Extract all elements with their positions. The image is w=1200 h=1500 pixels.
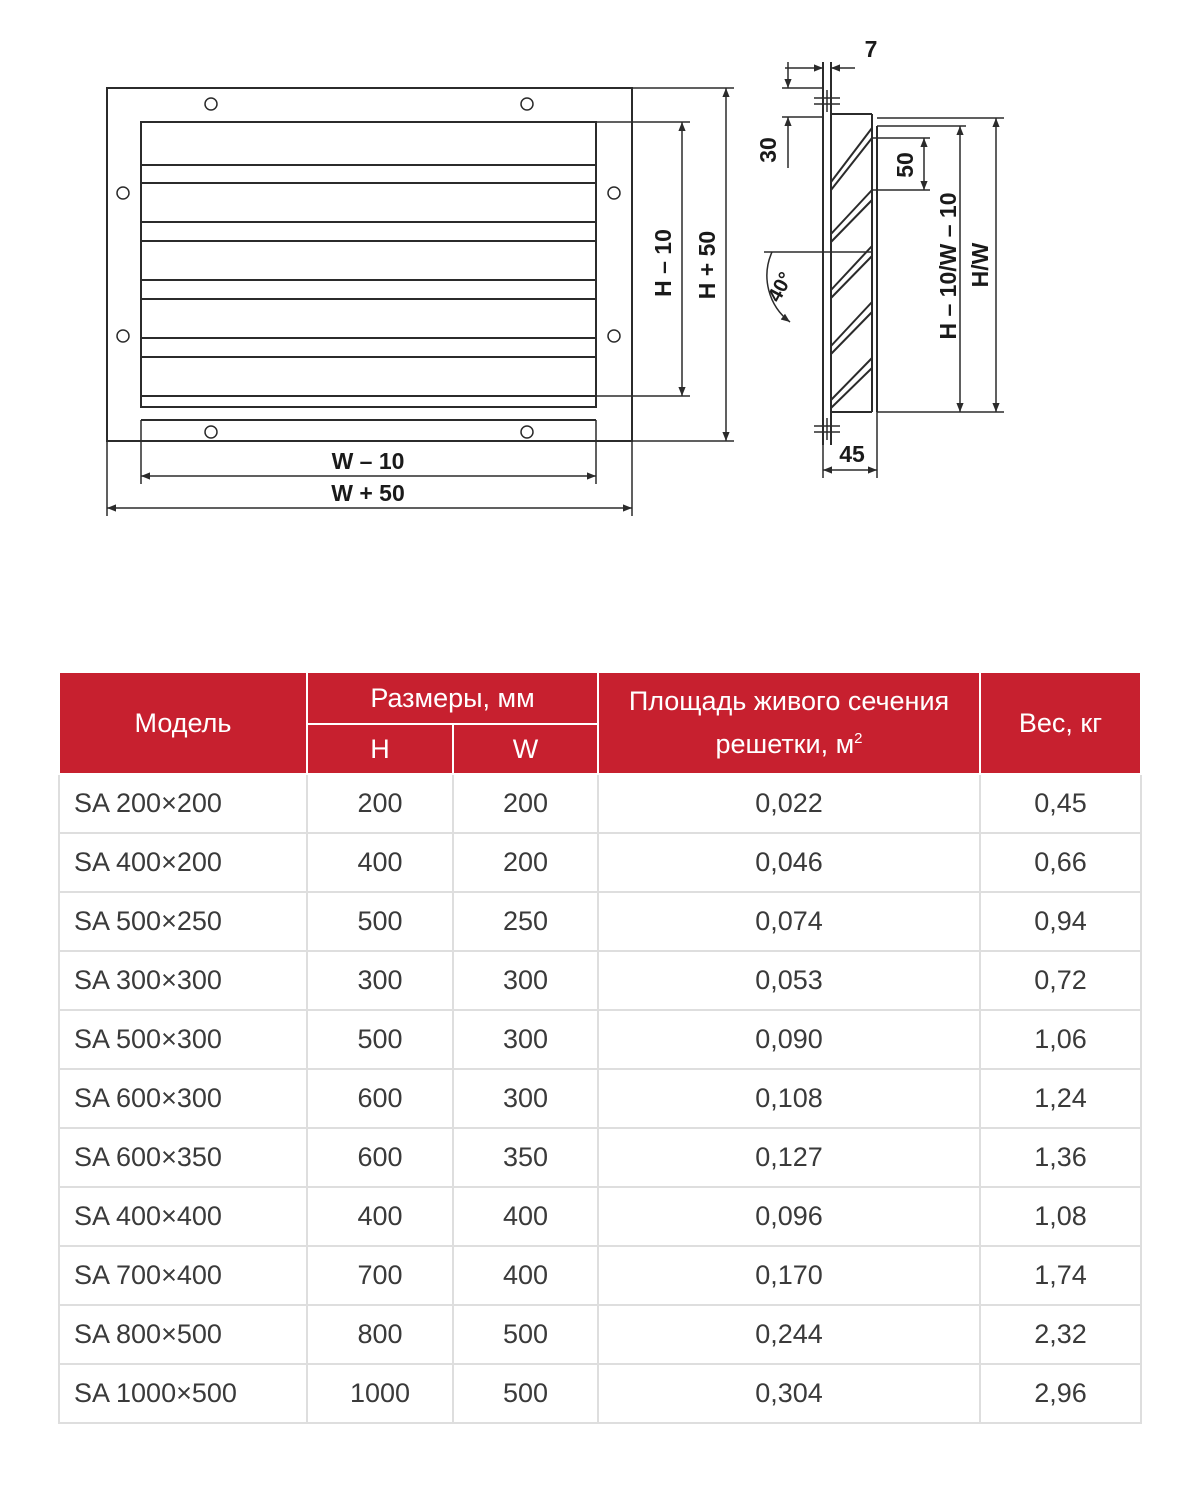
cell-area: 0,090	[598, 1010, 980, 1069]
cell-area: 0,096	[598, 1187, 980, 1246]
front-view	[107, 88, 734, 516]
dim-h-minus-10: H – 10	[650, 229, 676, 297]
mounting-holes	[117, 98, 620, 438]
table-row	[59, 1128, 1141, 1187]
cell-h: 700	[307, 1246, 453, 1305]
table-row	[59, 1305, 1141, 1364]
screw-bottom	[814, 418, 840, 440]
cell-h: 800	[307, 1305, 453, 1364]
dim-h-w: H/W	[967, 242, 993, 288]
cell-h: 1000	[307, 1364, 453, 1423]
header-area	[598, 672, 980, 774]
header-area-sup: 2	[854, 730, 863, 747]
cell-h: 500	[307, 892, 453, 951]
header-h: H	[307, 724, 453, 774]
cell-area: 0,127	[598, 1128, 980, 1187]
louver-blades-side	[831, 128, 872, 408]
cell-weight: 0,72	[980, 951, 1141, 1010]
table-row	[59, 1246, 1141, 1305]
table-row	[59, 892, 1141, 951]
cell-model: SA 600×350	[59, 1128, 307, 1187]
technical-drawing	[0, 0, 1200, 560]
cell-model: SA 600×300	[59, 1069, 307, 1128]
cell-model: SA 700×400	[59, 1246, 307, 1305]
dim-h-w-minus-10: H – 10/W – 10	[935, 192, 961, 340]
angle-40: 40°	[763, 268, 798, 306]
cell-w: 400	[453, 1187, 598, 1246]
header-model: Модель	[59, 672, 307, 774]
cell-weight: 1,08	[980, 1187, 1141, 1246]
dim-w-minus-10: W – 10	[331, 448, 405, 474]
cell-model: SA 500×300	[59, 1010, 307, 1069]
cell-weight: 2,96	[980, 1364, 1141, 1423]
cell-area: 0,304	[598, 1364, 980, 1423]
dim-50: 50	[892, 152, 918, 178]
cell-area: 0,170	[598, 1246, 980, 1305]
cell-model: SA 400×400	[59, 1187, 307, 1246]
cell-w: 300	[453, 1069, 598, 1128]
table-row	[59, 1010, 1141, 1069]
header-w: W	[453, 724, 598, 774]
table-row	[59, 1187, 1141, 1246]
cell-weight: 1,24	[980, 1069, 1141, 1128]
cell-weight: 0,66	[980, 833, 1141, 892]
dim-w-plus-50: W + 50	[331, 480, 405, 506]
table-row	[59, 1364, 1141, 1423]
cell-weight: 0,45	[980, 774, 1141, 833]
cell-w: 300	[453, 951, 598, 1010]
screw-top	[814, 90, 840, 112]
spec-table-body	[59, 774, 1141, 1423]
cell-h: 300	[307, 951, 453, 1010]
cell-w: 200	[453, 833, 598, 892]
dim-30: 30	[755, 137, 781, 163]
cell-model: SA 1000×500	[59, 1364, 307, 1423]
cell-area: 0,046	[598, 833, 980, 892]
cell-area: 0,244	[598, 1305, 980, 1364]
cell-area: 0,108	[598, 1069, 980, 1128]
cell-model: SA 300×300	[59, 951, 307, 1010]
cell-w: 300	[453, 1010, 598, 1069]
cell-weight: 0,94	[980, 892, 1141, 951]
cell-weight: 2,32	[980, 1305, 1141, 1364]
dim-7: 7	[864, 36, 878, 62]
side-view	[755, 36, 1004, 478]
cell-w: 500	[453, 1364, 598, 1423]
cell-w: 250	[453, 892, 598, 951]
table-row	[59, 774, 1141, 833]
header-sizes: Размеры, мм	[307, 672, 598, 724]
dim-45: 45	[839, 441, 865, 467]
cell-w: 350	[453, 1128, 598, 1187]
cell-area: 0,074	[598, 892, 980, 951]
cell-weight: 1,06	[980, 1010, 1141, 1069]
cell-h: 600	[307, 1069, 453, 1128]
header-weight: Вес, кг	[980, 672, 1141, 774]
louver-slats	[141, 165, 596, 420]
cell-model: SA 500×250	[59, 892, 307, 951]
cell-h: 600	[307, 1128, 453, 1187]
cell-w: 200	[453, 774, 598, 833]
cell-model: SA 400×200	[59, 833, 307, 892]
cell-model: SA 800×500	[59, 1305, 307, 1364]
table-row	[59, 833, 1141, 892]
cell-h: 400	[307, 1187, 453, 1246]
cell-area: 0,022	[598, 774, 980, 833]
cell-h: 400	[307, 833, 453, 892]
cell-h: 200	[307, 774, 453, 833]
outer-frame	[107, 88, 632, 441]
cell-w: 400	[453, 1246, 598, 1305]
cell-weight: 1,74	[980, 1246, 1141, 1305]
table-row	[59, 1069, 1141, 1128]
cell-w: 500	[453, 1305, 598, 1364]
cell-weight: 1,36	[980, 1128, 1141, 1187]
header-area-text: Площадь живого сечения решетки, м	[628, 686, 950, 759]
cell-model: SA 200×200	[59, 774, 307, 833]
cell-area: 0,053	[598, 951, 980, 1010]
cell-h: 500	[307, 1010, 453, 1069]
table-row	[59, 951, 1141, 1010]
dim-h-plus-50: H + 50	[694, 230, 720, 300]
spec-table	[58, 671, 1142, 1424]
